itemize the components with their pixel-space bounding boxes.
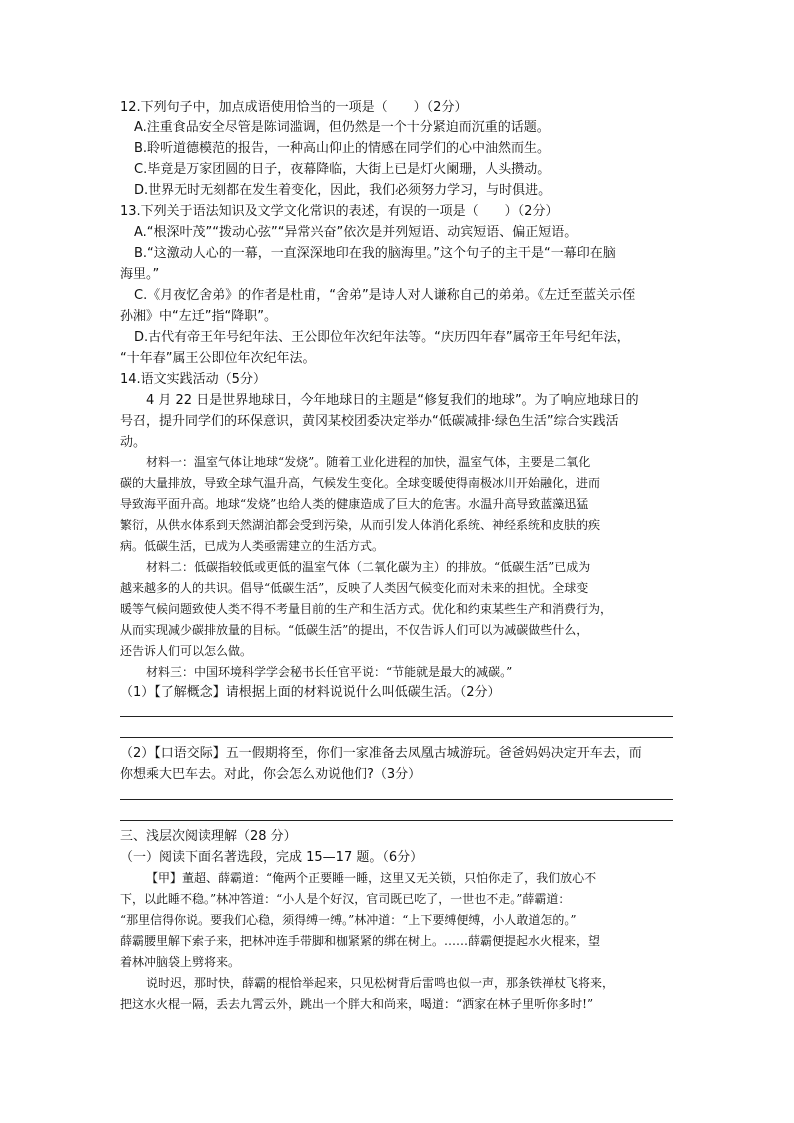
q14-stem: 14.语文实践活动（5分）: [120, 372, 266, 387]
q14-intro-line: 4 月 22 日是世界地球日，今年地球日的主题是“修复我们的地球”。为了响应地球日的: [146, 393, 639, 408]
q12-stem: 12.下列句子中，加点成语使用恰当的一项是（ ）（2分）: [120, 100, 468, 115]
q13-option-b: B.“这激动人心的一幕，一直深深地印在我的脑海里。”这个句子的主干是“一幕印在脑: [134, 246, 616, 261]
material-line: 从而实现减少碳排放量的目标。“低碳生活”的提出，不仅告诉人们可以为减碳做些什么，: [120, 623, 589, 637]
passage-line: 下，以此睡不稳。”林冲答道：“小人是个好汉，官司既已吃了，一世也不走。”薛霸道：: [120, 892, 571, 906]
q13-stem: 13.下列关于语法知识及文学文化常识的表述，有误的一项是（ ）（2分）: [120, 204, 559, 219]
material-line: 还告诉人们可以怎么做。: [120, 644, 253, 658]
q12-option-c: C.毕竟是万家团圆的日子，夜幕降临，大街上已是灯火阑珊，人头攒动。: [134, 162, 551, 177]
section3-part1: （一）阅读下面名著选段，完成 15—17 题。（6分）: [120, 850, 424, 865]
answer-line[interactable]: [120, 799, 673, 800]
answer-line[interactable]: [120, 737, 673, 738]
q12-option-b: B.聆听道德模范的报告，一种高山仰止的情感在同学们的心中油然而生。: [134, 141, 551, 156]
q13-option-d: D.古代有帝王年号纪年法、王公即位年次纪年法等。“庆历四年春”属帝王年号纪年法，: [134, 330, 630, 345]
material-line: 材料三：中国环境科学学会秘书长任官平说：“节能就是最大的减碳。”: [146, 665, 513, 679]
q14-sub2-cont: 你想乘大巴车去。对此，你会怎么劝说他们?（3分）: [120, 767, 422, 782]
passage-line: 着林冲脑袋上劈将来。: [120, 955, 241, 969]
q13-option-b-cont: 海里。”: [120, 267, 160, 282]
q13-option-d-cont: “十年春”属王公即位年次纪年法。: [120, 351, 316, 366]
passage-line: 把这水火棍一隔，丢去九霄云外，跳出一个胖大和尚来，喝道：“洒家在林子里听你多时!”: [120, 997, 594, 1011]
q12-option-d: D.世界无时无刻都在发生着变化，因此，我们必须努力学习，与时俱进。: [134, 183, 552, 198]
material-line: 繁衍，从供水体系到天然湖泊都会受到污染，从而引发人体消化系统、神经系统和皮肤的疾: [120, 518, 601, 532]
material-line: 病。低碳生活，已成为人类亟需建立的生活方式。: [120, 539, 385, 553]
q14-sub2: （2）【口语交际】五一假期将至，你们一家准备去凤凰古城游玩。爸爸妈妈决定开车去，而: [120, 746, 642, 761]
q13-option-c-cont: 孙湘》中“左迁”指“降职”。: [120, 309, 277, 324]
passage-line: 薛霸腰里解下索子来，把林冲连手带脚和枷紧紧的绑在树上。……薛霸便提起水火棍来，望: [120, 934, 601, 948]
answer-line[interactable]: [120, 820, 673, 821]
q14-sub1: （1）【了解概念】请根据上面的材料说说什么叫低碳生活。（2分）: [120, 685, 501, 700]
passage-line: 说时迟，那时快，薛霸的棍恰举起来，只见松树背后雷鸣也似一声，那条铁禅杖飞将来，: [146, 976, 615, 990]
q14-intro-line: 号召，提升同学们的环保意识，黄冈某校团委决定举办“低碳减排·绿色生活”综合实践活: [120, 414, 619, 429]
material-line: 材料一：温室气体让地球“发烧”。随着工业化进程的加快，温室气体，主要是二氧化: [146, 455, 591, 469]
q13-option-a: A.“根深叶茂”“拨动心弦”“异常兴奋”依次是并列短语、动宾短语、偏正短语。: [134, 225, 578, 240]
answer-line[interactable]: [120, 716, 673, 717]
material-line: 暖等气候问题致使人类不得不考量目前的生产和生活方式。优化和约束某些生产和消费行为，: [120, 602, 613, 616]
material-line: 材料二：低碳指较低或更低的温室气体（二氧化碳为主）的排放。“低碳生活”已成为: [146, 560, 591, 574]
material-line: 越来越多的人的共识。倡导“低碳生活”，反映了人类因气候变化而对未来的担忧。全球变: [120, 581, 589, 595]
passage-line: 【甲】董超、薛霸道：“俺两个正要睡一睡，这里又无关锁，只怕你走了，我们放心不: [146, 871, 597, 885]
material-line: 导致海平面升高。地球“发烧”也给人类的健康造成了巨大的危害。水温升高导致蓝藻迅猛: [120, 497, 589, 511]
material-line: 碳的大量排放，导致全球气温升高，气候发生变化。全球变暖使得南极冰川开始融化，进而: [120, 476, 601, 490]
q14-intro-line: 动。: [120, 435, 147, 450]
section3-heading: 三、浅层次阅读理解（28 分）: [120, 829, 297, 844]
passage-line: “那里信得你说。要我们心稳，须得缚一缚。”林冲道：“上下要缚便缚，小人敢道怎的。”: [120, 913, 577, 927]
q13-option-c: C.《月夜忆舍弟》的作者是杜甫，“舍弟”是诗人对人谦称自己的弟弟。《左迁至蓝关示侄: [134, 288, 636, 303]
q12-option-a: A.注重食品安全尽管是陈词滥调，但仍然是一个十分紧迫而沉重的话题。: [134, 120, 550, 135]
